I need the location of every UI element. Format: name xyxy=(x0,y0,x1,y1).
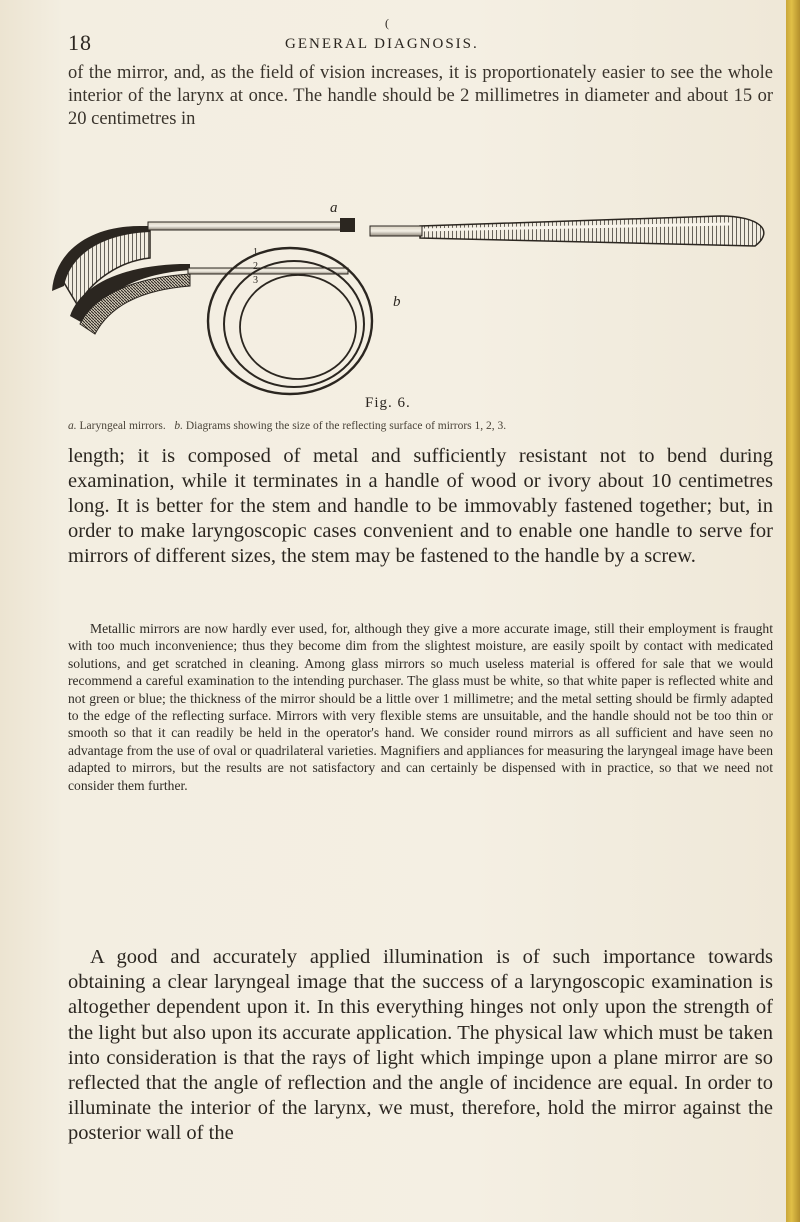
figure-label: Fig. 6. xyxy=(365,395,411,411)
page-edge-gilt xyxy=(786,0,800,1222)
main-paragraph: length; it is composed of metal and sufficiently resistant not to bend during examination, while it terminates in a handle of wood or ivory about 10 centimetres long. It is better for the stem and handle to be immovably fastened together; but, in order to make laryngoscopic cases convenient and to enable one handle to serve for mirrors of different sizes, the stem may be fastened to the handle by a screw. xyxy=(68,445,773,567)
small-print-paragraph: Metallic mirrors are now hardly ever used, for, although they give a more accurate image, still their employment is fraught with too much inconvenience; thus they become dim from the slightest moisture, are easily spoilt by contact with medicated solutions, and get scratched in cleaning. Among glass mirrors so much useless material is offered for sale that we would recommend a careful examination to the intending purchaser. The glass must be white, so that white paper is reflected white and not green or blue; the thickness of the mirror should be a little over 1 millimetre; and the metal setting should be firmly adapted to the edge of the reflecting surface. Mirrors with very flexible stems are unsuitable, and the handle should not be too thin or smooth so that it can readily be held in the operator's hand. We consider round mirrors as all sufficient and have seen no advantage from the use of oval or quadrilateral varieties. Magnifiers and appliances for measuring the laryngeal image have been adapted to mirrors, but the results are not satisfactory and can certainly be dispensed with in practice, so that we need not consider them further. xyxy=(68,621,773,793)
caption-b-letter: b. xyxy=(174,420,183,432)
ring-label-2: 2 xyxy=(253,261,258,272)
label-a: a xyxy=(330,200,338,216)
ring-label-1: 1 xyxy=(253,247,258,258)
intro-paragraph: of the mirror, and, as the field of vision increases, it is proportionately easier to see the whole interior of the larynx at once. The handle should be 2 millimetres in diameter and about 15 or 20 centimetres in xyxy=(68,63,773,129)
mirror-handle xyxy=(370,216,764,246)
caption-b-text: Diagrams showing the size of the reflecting surface of mirrors 1, 2, 3. xyxy=(185,420,507,432)
page-number: 18 xyxy=(68,30,92,55)
figure-laryngeal-mirrors xyxy=(40,200,780,416)
mirror-illustration xyxy=(40,206,780,396)
illumination-paragraph: A good and accurately applied illumination is of such importance towards obtaining a clear laryngeal image that the success of a laryngoscopic examination is altogether dependent upon it. In this everything hinges not only upon the strength of the light but also upon its accurate application. The physical law which must be taken into consideration is that the rays of light which impinge upon a plane mirror are so reflected that the angle of reflection and the angle of incidence are equal. In order to illuminate the interior of the larynx, we must, therefore, hold the mirror against the posterior wall of the xyxy=(68,946,773,1145)
top-ornament: ( xyxy=(385,16,389,30)
running-head: GENERAL DIAGNOSIS. xyxy=(285,36,479,52)
caption-a-letter: a. xyxy=(68,420,77,432)
figure-caption xyxy=(68,420,778,432)
label-b: b xyxy=(393,294,401,310)
caption-a-text: Laryngeal mirrors. xyxy=(79,420,166,432)
ring-label-3: 3 xyxy=(253,275,258,286)
page-header xyxy=(0,14,786,54)
